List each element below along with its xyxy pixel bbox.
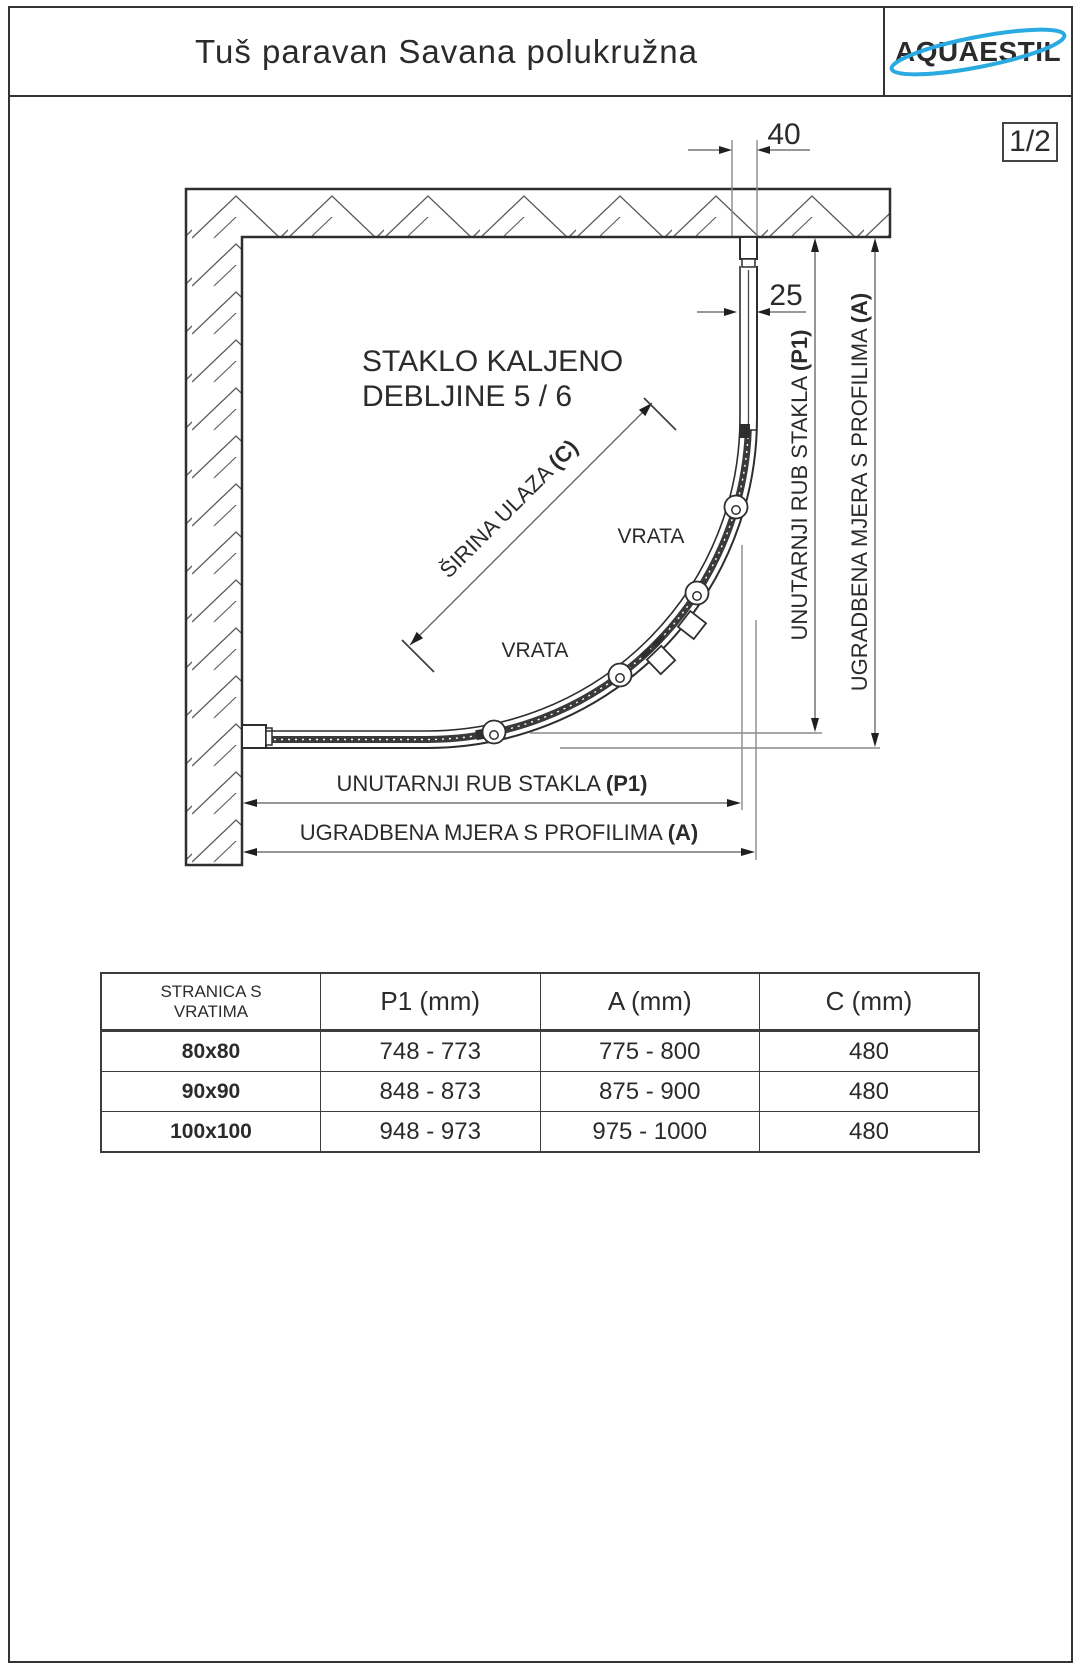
col-header-p1: P1 (mm) [321,973,541,1031]
col-header-c: C (mm) [760,973,980,1031]
page-number: 1/2 [1009,125,1051,158]
table-row [101,1031,979,1072]
col-header-model: STRANICA S VRATIMA [101,973,321,1031]
title-cell [10,8,883,95]
dim-40-value: 40 [767,118,801,151]
svg-text:DEBLJINE 5 / 6: DEBLJINE 5 / 6 [362,380,573,413]
svg-text:UGRADBENA MJERA S PROFILIMA (A: UGRADBENA MJERA S PROFILIMA (A) [299,820,699,845]
cell-a: 975 - 1000 [540,1112,760,1153]
door-label-upper: VRATA [617,525,685,548]
cell-a: 875 - 900 [540,1072,760,1112]
svg-text:ŠIRINA ULAZA (C): ŠIRINA ULAZA (C) [434,434,583,583]
page-border [8,6,1073,1663]
cell-model: 100x100 [101,1112,321,1153]
cell-c: 480 [760,1031,980,1072]
cell-model: 80x80 [101,1031,321,1072]
cell-a: 775 - 800 [540,1031,760,1072]
table-header-row [101,973,979,1031]
svg-text:UNUTARNJI RUB STAKLA (P1): UNUTARNJI RUB STAKLA (P1) [787,329,812,641]
cell-c: 480 [760,1112,980,1153]
size-table [100,972,980,1153]
cell-p1: 748 - 773 [321,1031,541,1072]
page-number-box [1002,122,1058,162]
cell-model: 90x90 [101,1072,321,1112]
logo-text: AQUAESTIL [894,35,1062,67]
svg-text:UGRADBENA MJERA S PROFILIMA (A: UGRADBENA MJERA S PROFILIMA (A) [847,292,872,692]
cell-c: 480 [760,1072,980,1112]
svg-text:STAKLO KALJENO: STAKLO KALJENO [362,345,624,378]
svg-text:UNUTARNJI RUB STAKLA (P1): UNUTARNJI RUB STAKLA (P1) [336,771,648,796]
aquaestil-logo [885,13,1071,91]
header [8,6,1073,97]
page-title: Tuš paravan Savana polukružna [195,32,698,70]
table-row [101,1112,979,1153]
logo-cell [883,8,1071,95]
door-label-lower: VRATA [501,639,569,662]
dim-25-value: 25 [769,279,803,312]
cell-p1: 948 - 973 [321,1112,541,1153]
table-row [101,1072,979,1112]
cell-p1: 848 - 873 [321,1072,541,1112]
col-header-a: A (mm) [540,973,760,1031]
